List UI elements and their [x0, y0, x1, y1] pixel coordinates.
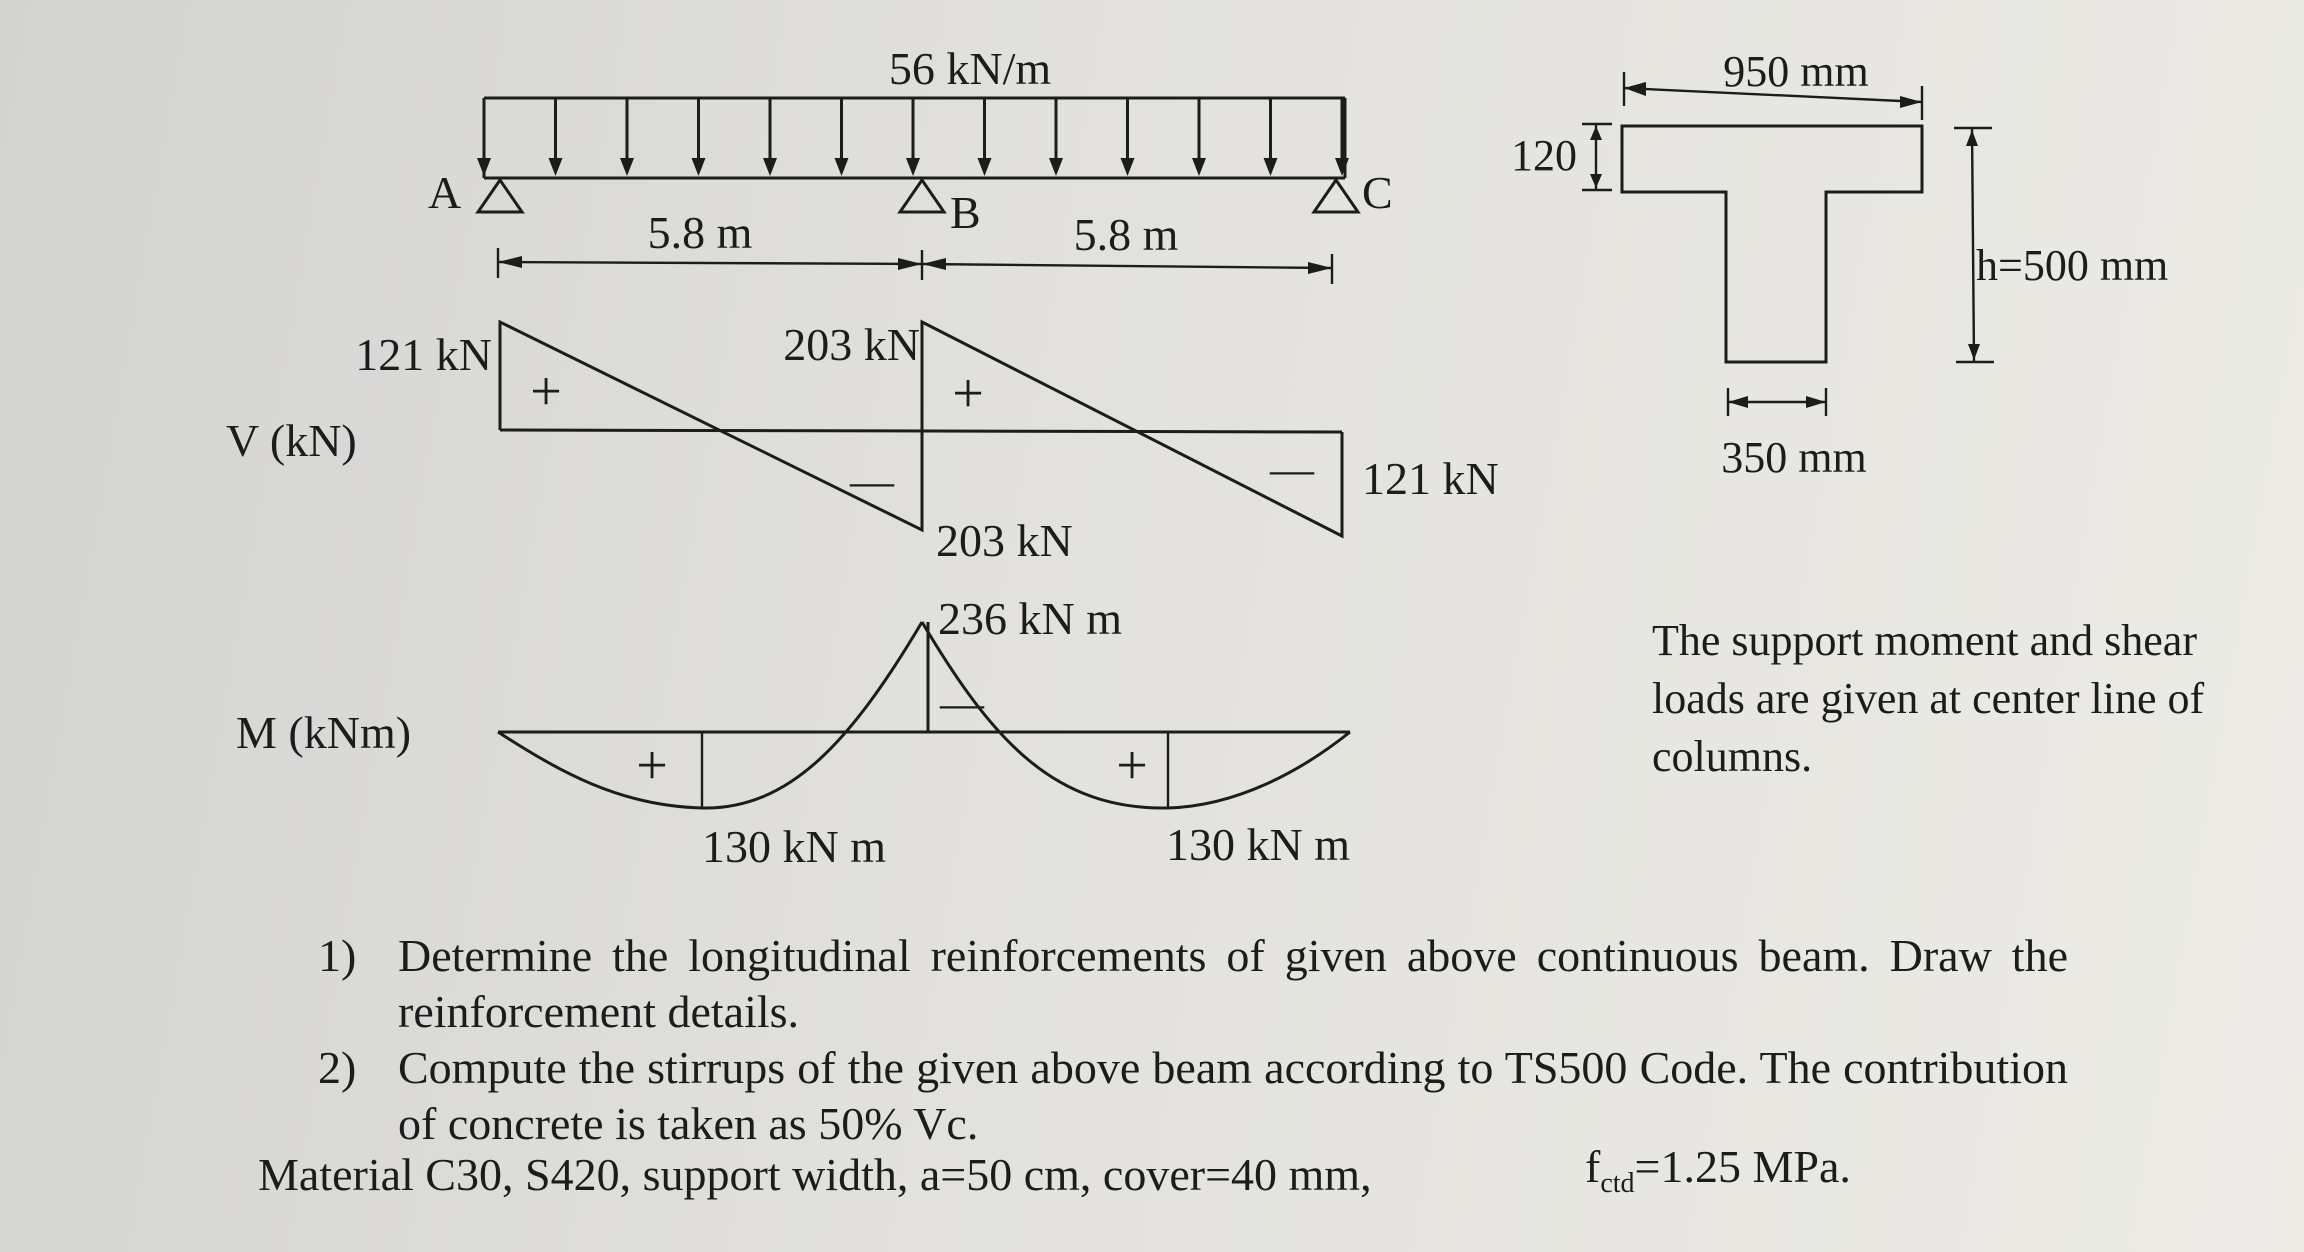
support-b-icon — [900, 180, 944, 212]
load-arrow-head — [763, 158, 777, 176]
moment-minus: — — [940, 679, 984, 728]
support-a-icon — [478, 180, 522, 212]
web-width-label: 350 mm — [1721, 433, 1867, 482]
shear-axis-label: V (kN) — [226, 415, 357, 466]
support-c-icon — [1314, 180, 1358, 212]
shear-plus-2: + — [952, 363, 984, 425]
load-arrow-head — [477, 158, 491, 176]
moment-axis-label: M (kNm) — [236, 707, 412, 758]
t-section-outline — [1622, 126, 1922, 362]
load-arrows — [477, 98, 1349, 176]
load-arrow-head — [978, 158, 992, 176]
shear-b-bottom-value: 203 kN — [936, 515, 1073, 566]
load-arrow-head — [692, 158, 706, 176]
question-number: 2) — [318, 1042, 357, 1093]
load-arrow-head — [835, 158, 849, 176]
fctd-text — [1585, 1140, 1851, 1200]
load-arrow-head — [1192, 158, 1206, 176]
moment-curve-span-1 — [498, 622, 922, 808]
shear-minus-1: — — [850, 457, 894, 506]
load-arrow-head — [1264, 158, 1278, 176]
flange-width-label: 950 mm — [1723, 47, 1869, 96]
question-list — [318, 928, 2068, 1152]
shear-diagram — [500, 322, 1342, 536]
moment-span-1-value: 130 kN m — [702, 821, 886, 872]
moment-plus-2: + — [1116, 735, 1148, 797]
shear-b-top-value: 203 kN — [783, 319, 920, 370]
question-item — [318, 928, 2068, 1040]
total-height-label: h=500 mm — [1976, 241, 2169, 290]
load-arrow-head — [906, 158, 920, 176]
load-arrow-head — [1335, 158, 1349, 176]
load-arrow-head — [1121, 158, 1135, 176]
fctd-symbol: f — [1585, 1141, 1601, 1192]
question-item — [318, 1040, 2068, 1152]
span-1-label: 5.8 m — [647, 207, 753, 258]
shear-left-value: 121 kN — [355, 329, 492, 380]
fctd-subscript: ctd — [1600, 1168, 1635, 1200]
fctd-value: =1.25 MPa. — [1634, 1141, 1851, 1192]
moment-support-value: 236 kN m — [938, 593, 1122, 644]
note-text: The support moment and shear loads are given at center line of columns. — [1652, 616, 2205, 781]
support-a-label: A — [428, 167, 462, 218]
span-2-label: 5.8 m — [1073, 209, 1179, 260]
t-section — [1582, 72, 1994, 416]
span-dimension — [498, 248, 1332, 284]
moment-plus-1: + — [636, 735, 668, 797]
distributed-load — [477, 98, 1349, 178]
flange-thickness-label: 120 — [1511, 131, 1577, 180]
question-text: Compute the stirrups of the given above beam according to TS500 Code. The contribution of concrete is taken as 50% Vc. — [398, 1042, 2068, 1149]
load-label: 56 kN/m — [888, 43, 1052, 94]
moment-diagram — [498, 622, 1350, 808]
support-b-label: B — [950, 187, 981, 238]
question-number: 1) — [318, 930, 357, 981]
load-arrow-head — [549, 158, 563, 176]
load-arrow-head — [1049, 158, 1063, 176]
load-arrow-head — [620, 158, 634, 176]
moment-span-2-value: 130 kN m — [1166, 819, 1350, 870]
shear-right-value: 121 kN — [1362, 453, 1499, 504]
support-c-label: C — [1362, 167, 1393, 218]
shear-minus-2: — — [1270, 445, 1314, 494]
question-text: Determine the longitudinal reinforcements of given above continuous beam. Draw the reinforcement details. — [398, 930, 2068, 1037]
shear-plus-1: + — [530, 361, 562, 423]
material-text: Material C30, S420, support width, a=50 cm, cover=40 mm, — [258, 1149, 1372, 1200]
